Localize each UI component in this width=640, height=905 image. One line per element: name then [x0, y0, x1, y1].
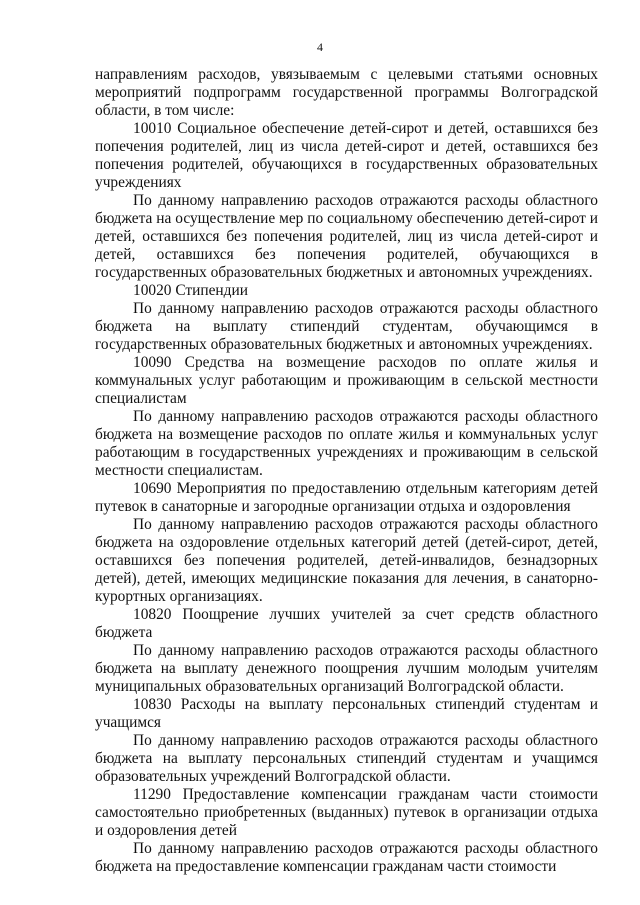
paragraph: 10830 Расходы на выплату персональных стипендий студентам и учащимся — [95, 696, 598, 731]
paragraph: 10690 Мероприятия по предоставлению отдельным категориям детей путевок в санаторные и загородные организации отдыха и оздоровления — [95, 480, 598, 515]
paragraph: 10090 Средства на возмещение расходов по оплате жилья и коммунальных услуг работающим и проживающим в сельской местности специалистам — [95, 354, 598, 407]
paragraph: По данному направлению расходов отражаются расходы областного бюджета на выплату персональных стипендий студентам и учащимся образовательных учреждений Волгоградской области. — [95, 732, 598, 785]
paragraph: По данному направлению расходов отражаются расходы областного бюджета на возмещение расходов по оплате жилья и коммунальных услуг работающим в государственных учреждениях и проживающим в сельской местности специалистам. — [95, 408, 598, 479]
page-number: 4 — [317, 40, 323, 54]
paragraph: По данному направлению расходов отражаются расходы областного бюджета на предоставление компенсации гражданам части стоимости — [95, 840, 598, 875]
document-body — [95, 66, 598, 876]
paragraph: По данному направлению расходов отражаются расходы областного бюджета на оздоровление отдельных категорий детей (детей-сирот, детей, оставшихся без попечения родителей, детей-инвалидов, безнадзорных детей), детей, имеющих медицинские показания для лечения, в санаторно-курортных организациях. — [95, 516, 598, 605]
paragraph: 10020 Стипендии — [133, 282, 248, 299]
paragraph: 11290 Предоставление компенсации гражданам части стоимости самостоятельно приобретенных (выданных) путевок в организации отдыха и оздоровления детей — [95, 786, 598, 839]
paragraph: направлениям расходов, увязываемым с целевыми статьями основных мероприятий подпрограмм государственной программы Волгоградской области, в том числе: — [95, 66, 598, 119]
paragraph: По данному направлению расходов отражаются расходы областного бюджета на осуществление мер по социальному обеспечению детей-сирот и детей, оставшихся без попечения родителей, лиц из числа детей-сирот и детей, оставшихся без попечения родителей, обучающихся в государственных образовательных бюджетных и автономных учреждениях. — [95, 192, 598, 281]
paragraph: По данному направлению расходов отражаются расходы областного бюджета на выплату стипендий студентам, обучающимся в государственных образовательных бюджетных и автономных учреждениях. — [95, 300, 598, 353]
paragraph: 10820 Поощрение лучших учителей за счет средств областного бюджета — [95, 606, 598, 641]
paragraph: 10010 Социальное обеспечение детей-сирот и детей, оставшихся без попечения родителей, лиц из числа детей-сирот и детей, оставшихся без попечения родителей, обучающихся в государственных образовательных учреждениях — [95, 120, 598, 191]
paragraph: По данному направлению расходов отражаются расходы областного бюджета на выплату денежного поощрения лучшим молодым учителям муниципальных образовательных организаций Волгоградской области. — [95, 642, 598, 695]
